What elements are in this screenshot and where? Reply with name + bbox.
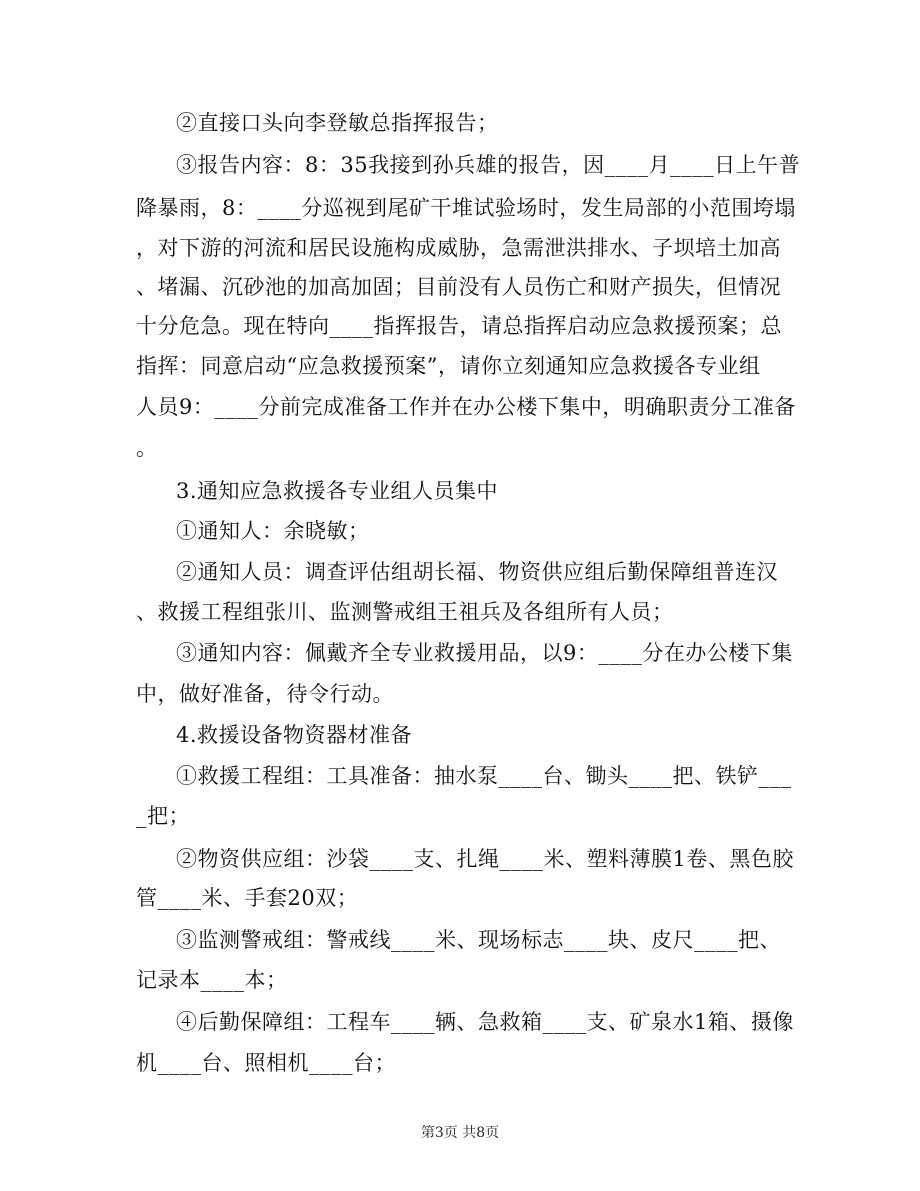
paragraph-line: 中，做好准备，待令行动。 (136, 682, 394, 706)
paragraph-line: ③报告内容：8：35我接到孙兵雄的报告，因____月____日上午普 (176, 153, 801, 177)
paragraph-line: 指挥：同意启动“应急救援预案”，请你立刻通知应急救援各专业组 (136, 354, 761, 378)
paragraph-line: ②物资供应组：沙袋____支、扎绳____米、塑料薄膜1卷、黑色胶 (176, 847, 794, 871)
paragraph-line: ，对下游的河流和居民设施构成威胁，急需泄洪排水、子坝培土加高 (136, 236, 781, 260)
paragraph-line: 记录本____本； (136, 968, 288, 992)
paragraph-line: ③监测警戒组：警戒线____米、现场标志____块、皮尺____把、 (176, 928, 781, 952)
paragraph-line: 、救援工程组张川、监测警戒组王祖兵及各组所有人员； (136, 600, 674, 624)
paragraph-line: ④后勤保障组：工程车____辆、急救箱____支、矿泉水1箱、摄像 (176, 1010, 794, 1034)
paragraph-line: _把； (136, 804, 190, 828)
paragraph-line: 降暴雨，8：____分巡视到尾矿干堆试验场时，发生局部的小范围垮塌 (136, 196, 796, 220)
paragraph-line: 十分危急。现在特向____指挥报告，请总指挥启动应急救援预案；总 (136, 314, 782, 338)
section-heading: 3.通知应急救援各专业组人员集中 (176, 479, 499, 503)
paragraph-line: ②直接口头向李登敏总指挥报告； (176, 111, 499, 135)
paragraph-line: 人员9：____分前完成准备工作并在办公楼下集中，明确职责分工准备 (136, 395, 796, 419)
paragraph-line: ①救援工程组：工具准备：抽水泵____台、锄头____把、铁铲___ (176, 764, 792, 788)
paragraph-line: 。 (136, 436, 158, 460)
paragraph-line: ③通知内容：佩戴齐全专业救援用品，以9：____分在办公楼下集 (176, 641, 793, 665)
paragraph-line: 、堵漏、沉砂池的加高加固；目前没有人员伤亡和财产损失，但情况 (136, 275, 781, 299)
paragraph-line: 机____台、照相机____台； (136, 1051, 396, 1075)
section-heading: 4.救援设备物资器材准备 (176, 723, 413, 747)
page-number: 第3页 共8页 (420, 1125, 500, 1141)
paragraph-line: ①通知人：余晓敏； (176, 519, 370, 543)
paragraph-line: ②通知人员：调查评估组胡长福、物资供应组后勤保障组普连汉 (176, 560, 778, 584)
paragraph-line: 管____米、手套20双； (136, 886, 359, 910)
